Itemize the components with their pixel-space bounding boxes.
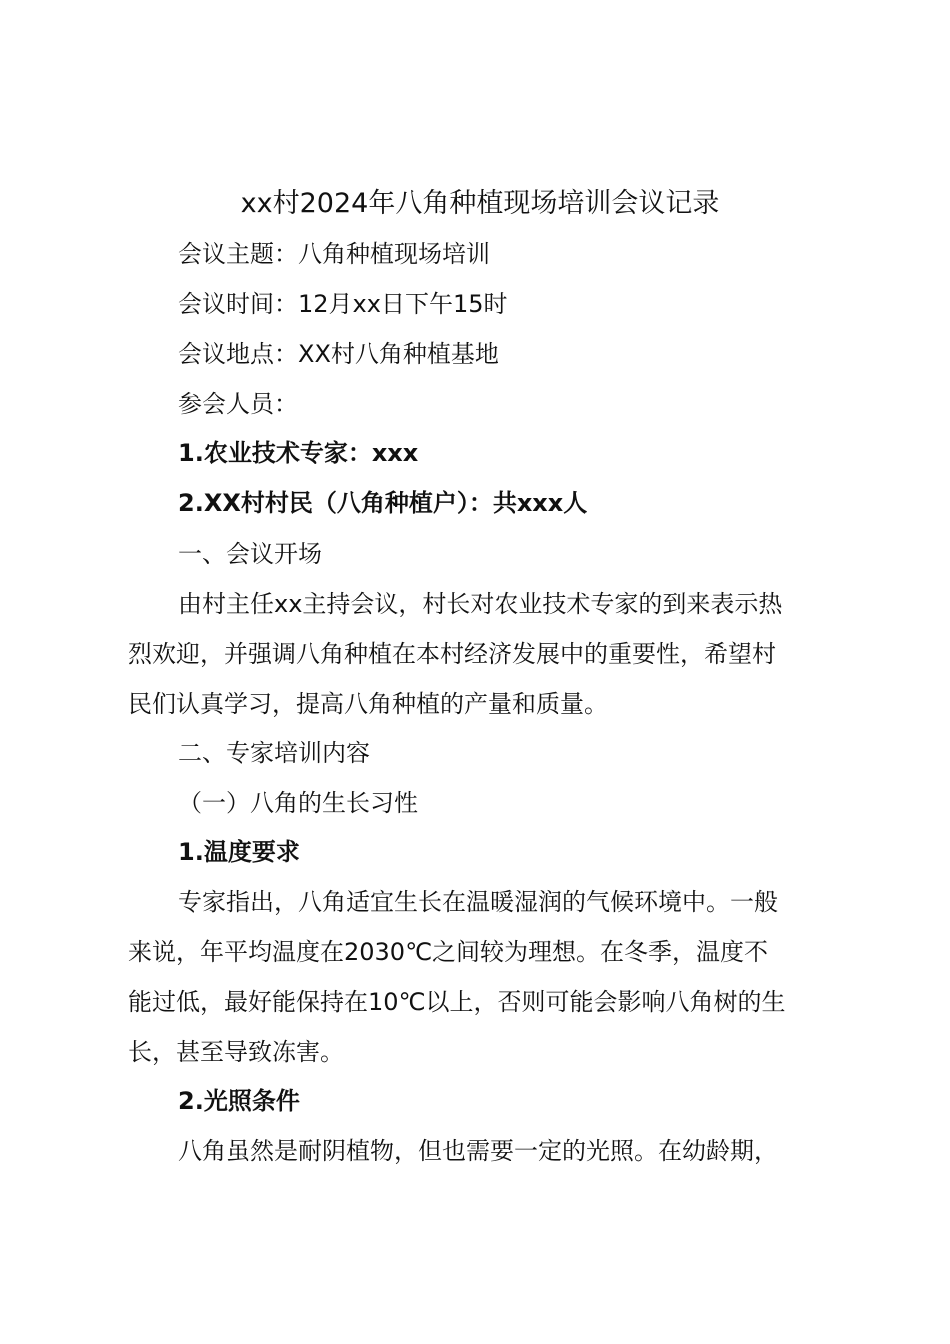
section1-heading: 一、会议开场 bbox=[178, 540, 322, 568]
item2-heading: 2.光照条件 bbox=[178, 1087, 300, 1115]
attendee-expert: 1.农业技术专家：xxx bbox=[178, 439, 419, 467]
item2-paragraph-line: 八角虽然是耐阴植物，但也需要一定的光照。在幼龄期， bbox=[178, 1137, 778, 1165]
document-title: xx村2024年八角种植现场培训会议记录 bbox=[240, 188, 720, 219]
item1-paragraph-line: 长，甚至导致冻害。 bbox=[128, 1038, 344, 1066]
item1-paragraph-line: 能过低，最好能保持在10℃以上，否则可能会影响八角树的生 bbox=[128, 988, 786, 1016]
attendee-villagers: 2.XX村村民（八角种植户）：共xxx人 bbox=[178, 489, 588, 517]
section1-paragraph-line: 由村主任xx主持会议，村长对农业技术专家的到来表示热 bbox=[178, 590, 783, 618]
meeting-time: 会议时间：12月xx日下午15时 bbox=[178, 290, 508, 318]
section2-subheading: （一）八角的生长习性 bbox=[178, 789, 418, 817]
attendees-label: 参会人员： bbox=[178, 390, 298, 418]
meeting-theme: 会议主题：八角种植现场培训 bbox=[178, 240, 490, 268]
item1-heading: 1.温度要求 bbox=[178, 838, 300, 866]
section1-paragraph-line: 民们认真学习，提高八角种植的产量和质量。 bbox=[128, 690, 608, 718]
meeting-place: 会议地点：XX村八角种植基地 bbox=[178, 340, 499, 368]
section2-heading: 二、专家培训内容 bbox=[178, 739, 370, 767]
section1-paragraph-line: 烈欢迎，并强调八角种植在本村经济发展中的重要性，希望村 bbox=[128, 640, 776, 668]
item1-paragraph-line: 来说，年平均温度在2030℃之间较为理想。在冬季，温度不 bbox=[128, 938, 769, 966]
item1-paragraph-line: 专家指出，八角适宜生长在温暖湿润的气候环境中。一般 bbox=[178, 888, 778, 916]
